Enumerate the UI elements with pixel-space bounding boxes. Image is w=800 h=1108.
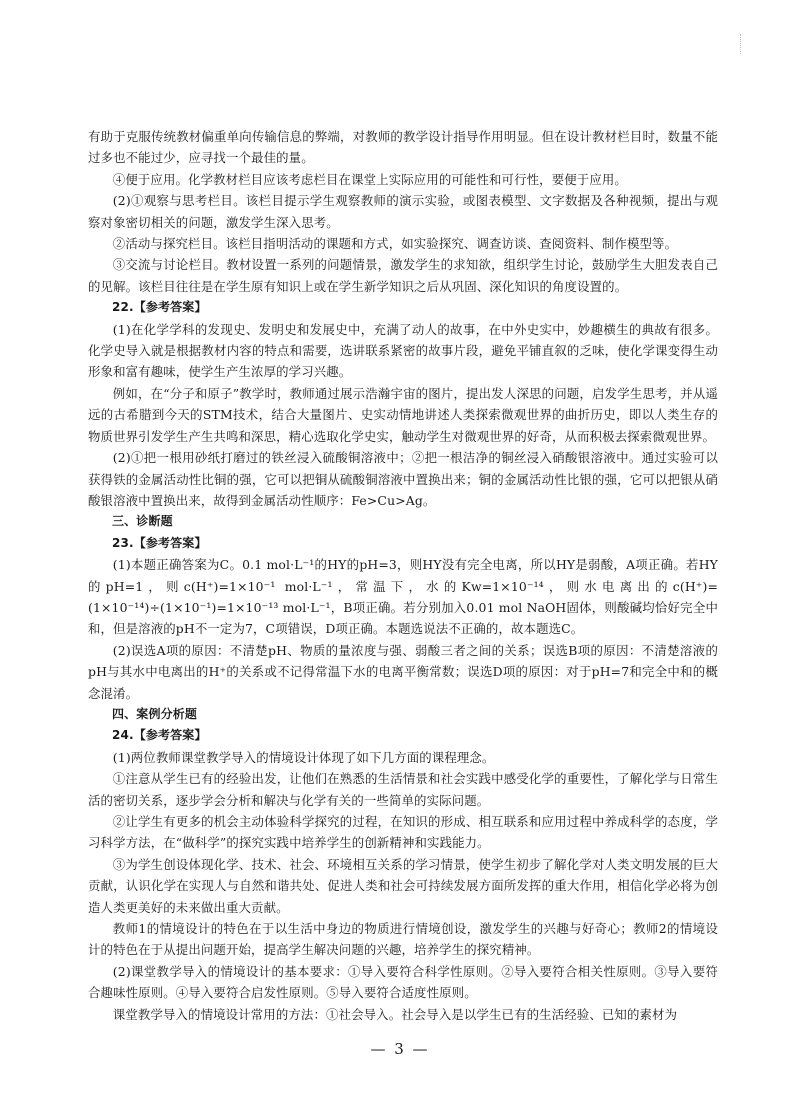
paragraph: (1)本题正确答案为C。0.1 mol·L⁻¹的HY的pH=3，则HY没有完全电离，所以HY是弱酸，A项正确。若HY的pH=1，则c(H⁺)=1×10⁻¹ mol·L⁻¹，常温下，水的Kw=1×10⁻¹⁴，则水电离出的c(H⁺)=(1×10⁻¹⁴)÷(1×10⁻¹)=1×10⁻¹³ mol·L⁻¹，B项正确。若分别加入0.01 mol NaOH固体，则酸碱均恰好完全中和，但是溶液的pH不一定为7，C项错误，D项正确。本题选说法不正确的，故本题选C。	[88, 557, 718, 637]
page-body	[88, 126, 718, 1025]
page-number: — 3 —	[370, 1040, 430, 1058]
answer-heading: 24.【参考答案】	[112, 728, 207, 743]
paragraph: (2)①把一根用砂纸打磨过的铁丝浸入硫酸铜溶液中；②把一根洁净的铜丝浸入硝酸银溶液中。通过实验可以获得铁的金属活动性比铜的强，它可以把铜从硫酸铜溶液中置换出来；铜的金属活动性比银的强，它可以把银从硝酸银溶液中置换出来，故得到金属活动性顺序：Fe>Cu>Ag。	[88, 450, 718, 508]
paragraph: 教师1的情境设计的特色在于以生活中身边的物质进行情境创设，激发学生的兴趣与好奇心；教师2的情境设计的特色在于从提出问题开始，提高学生解决问题的兴趣，培养学生的探究精神。	[88, 921, 718, 958]
answer-heading: 22.【参考答案】	[112, 300, 207, 315]
paragraph: ③为学生创设体现化学、技术、社会、环境相互关系的学习情景，使学生初步了解化学对人类文明发展的巨大贡献，认识化学在实现人与自然和谐共处、促进人类和社会可持续发展方面所发挥的重大作用，相信化学必将为创造人类更美好的未来做出重大贡献。	[88, 856, 718, 915]
paragraph: ③交流与讨论栏目。教材设置一系列的问题情景，激发学生的求知欲，组织学生讨论，鼓励学生大胆发表自己的见解。该栏目往往是在学生原有知识上或在学生新学知识之后从巩固、深化知识的角度设置的。	[88, 257, 718, 294]
paragraph: (1)两位教师课堂教学导入的情境设计体现了如下几方面的课程理念。	[112, 749, 495, 765]
paragraph: 有助于克服传统教材偏重单向传输信息的弊端，对教师的教学设计指导作用明显。但在设计教材栏目时，数量不能过多也不能过少，应寻找一个最佳的量。	[88, 129, 718, 166]
paragraph: (2)误选A项的原因：不清楚pH、物质的量浓度与强、弱酸三者之间的关系；误选B项的原因：不清楚溶液的pH与其水中电离出的H⁺的关系或不记得常温下水的电离平衡常数；误选D项的原因：对于pH=7和完全中和的概念混淆。	[88, 642, 718, 701]
section-heading: 四、案例分析题	[112, 706, 198, 721]
scan-artifact	[740, 34, 743, 54]
paragraph: 课堂教学导入的情境设计常用的方法：①社会导入。社会导入是以学生已有的生活经验、已知的素材为	[112, 1006, 678, 1022]
section-heading: 三、诊断题	[112, 514, 173, 529]
paragraph: (2)①观察与思考栏目。该栏目提示学生观察教师的演示实验，或图表模型、文字数据及各种视频，提出与观察对象密切相关的问题，激发学生深入思考。	[88, 193, 718, 230]
paragraph: (2)课堂教学导入的情境设计的基本要求：①导入要符合科学性原则。②导入要符合相关性原则。③导入要符合趣味性原则。④导入要符合启发性原则。⑤导入要符合适度性原则。	[88, 963, 718, 1001]
paragraph: (1)在化学学科的发现史、发明史和发展史中，充满了动人的故事，在中外史实中，妙趣横生的典故有很多。化学史导入就是根据教材内容的特点和需要，选讲联系紧密的故事片段，避免平铺直叙的乏味，使化学课变得生动形象和富有趣味，使学生产生浓厚的学习兴趣。	[88, 321, 718, 380]
paragraph: 例如，在“分子和原子”教学时，教师通过展示浩瀚宇宙的图片，提出发人深思的问题，启发学生思考，并从遥远的古希腊到今天的STM技术，结合大量图片、史实动情地讲述人类探索微观世界的曲折历史，即以人类生存的物质世界引发学生产生共鸣和深思，精心选取化学史实，触动学生对微观世界的好奇，从而积极去探索微观世界。	[88, 385, 718, 444]
paragraph: ②活动与探究栏目。该栏目指明活动的课题和方式，如实验探究、调查访谈、查阅资料、制作模型等。	[112, 236, 678, 252]
paragraph: ④便于应用。化学教材栏目应该考虑栏目在课堂上实际应用的可能性和可行性，要便于应用。	[112, 171, 627, 187]
answer-heading: 23.【参考答案】	[112, 535, 207, 550]
paragraph: ①注意从学生已有的经验出发，让他们在熟悉的生活情景和社会实践中感受化学的重要性，了解化学与日常生活的密切关系，逐步学会分析和解决与化学有关的一些简单的实际问题。	[88, 771, 718, 808]
paragraph: ②让学生有更多的机会主动体验科学探究的过程，在知识的形成、相互联系和应用过程中养成科学的态度，学习科学方法，在“做科学”的探究实践中培养学生的创新精神和实践能力。	[88, 814, 718, 851]
